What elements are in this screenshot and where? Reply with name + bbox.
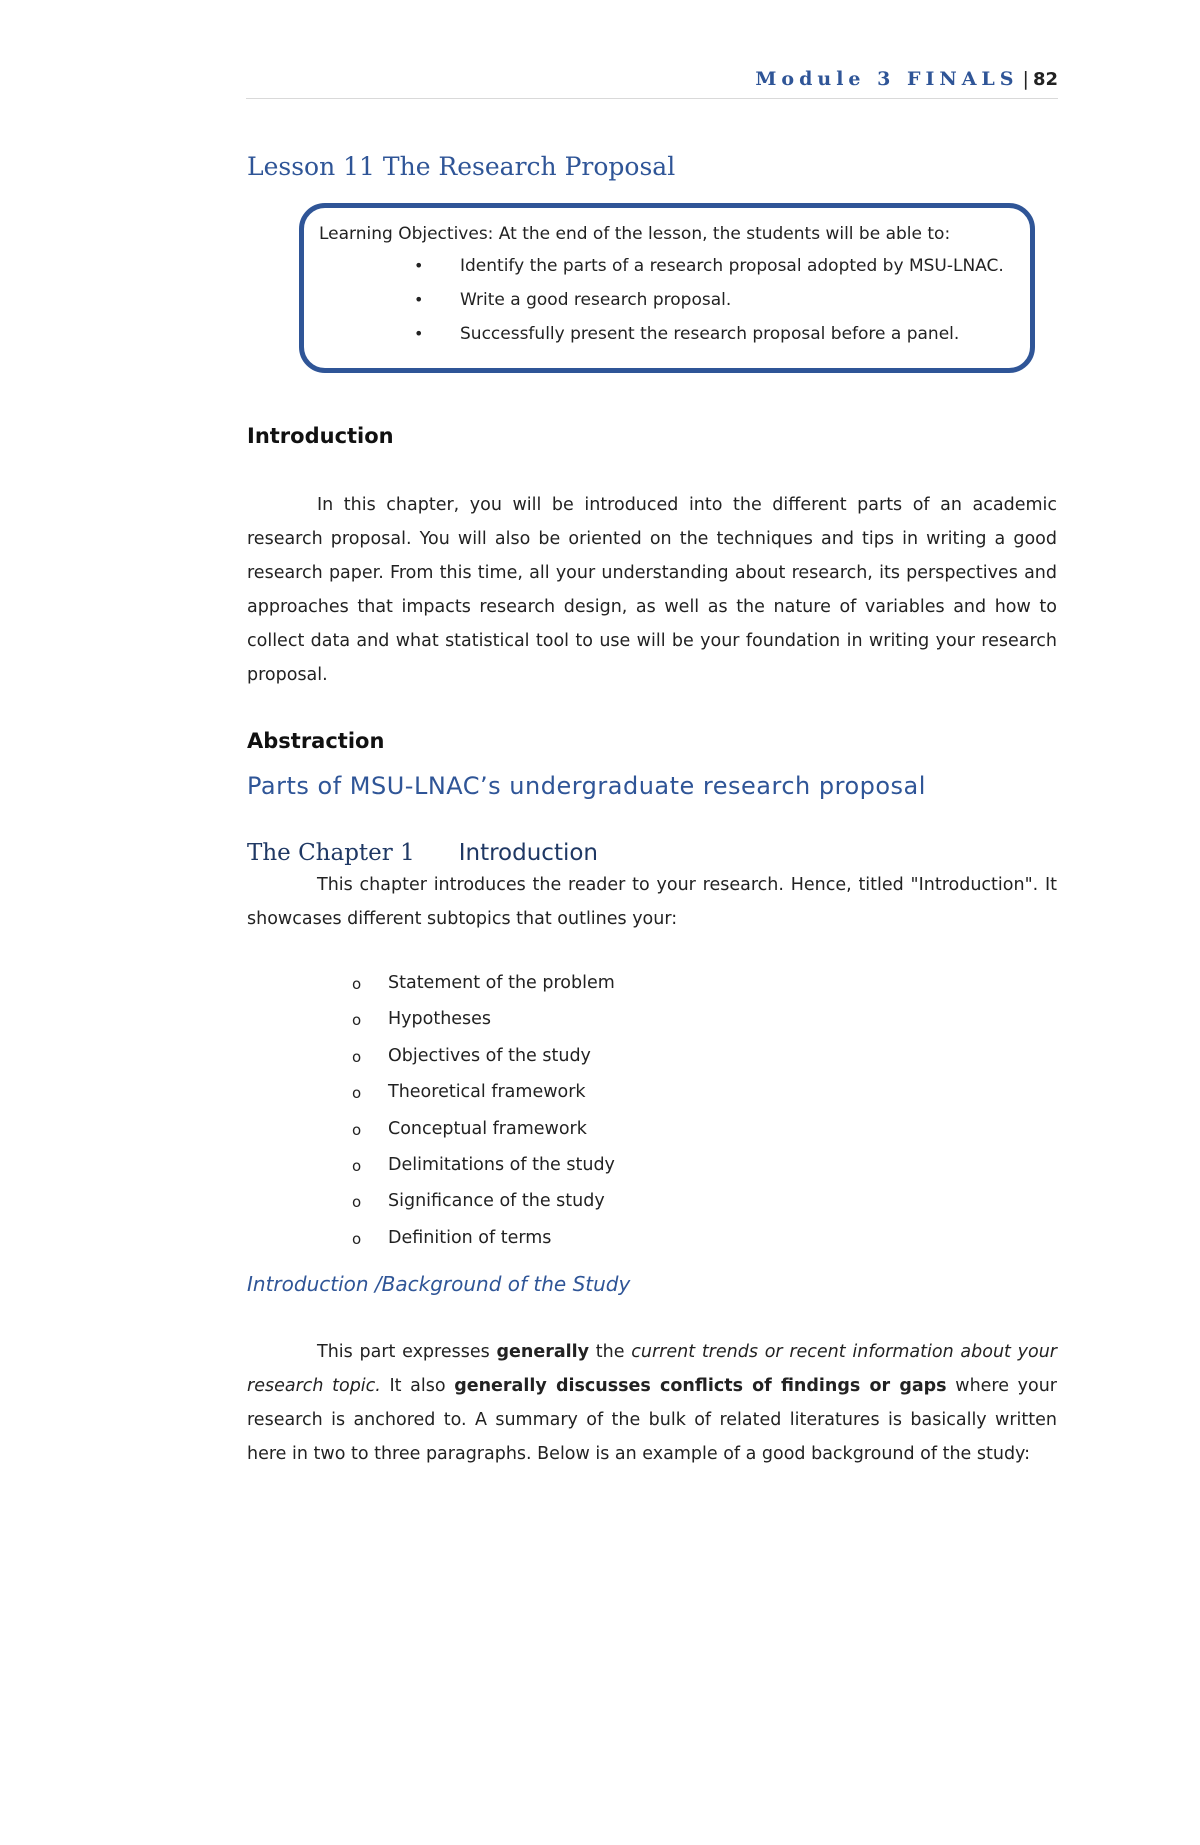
subtopic-text: Significance of the study — [388, 1191, 605, 1212]
lesson-title: Lesson 11 The Research Proposal — [247, 152, 676, 181]
italic-text: current trends or recent information about your research topic. — [247, 1342, 1057, 1396]
text-run: where your research is anchored to. A summary of the bulk of related literatures is basically written here in two to three paragraphs. Below is an example of a good background of the study: — [247, 1376, 1057, 1464]
objective-item — [304, 324, 1030, 358]
chapter-label: The Chapter 1 — [247, 840, 415, 866]
objectives-list — [304, 256, 1030, 358]
page-header — [246, 68, 1058, 99]
chapter-paragraph: This chapter introduces the reader to your research. Hence, titled "Introduction". It showcases different subtopics that outlines your: — [247, 875, 1057, 929]
objective-text: Write a good research proposal. — [460, 290, 732, 310]
circle-bullet-icon: o — [352, 1084, 362, 1103]
text-run: the — [589, 1342, 632, 1362]
subtopic-text: Delimitations of the study — [388, 1154, 615, 1175]
objective-text: Identify the parts of a research proposal adopted by MSU-LNAC. — [460, 256, 1004, 276]
parts-title: Parts of MSU-LNAC’s undergraduate research proposal — [247, 772, 926, 800]
subtopic-text: Definition of terms — [388, 1227, 552, 1248]
header-separator: | — [1022, 68, 1029, 90]
bold-text: generally — [496, 1342, 590, 1362]
circle-bullet-icon: o — [352, 1120, 362, 1139]
circle-bullet-icon: o — [352, 1047, 362, 1066]
learning-objectives-box — [299, 203, 1035, 373]
circle-bullet-icon: o — [352, 1156, 362, 1175]
bullet-icon: • — [414, 324, 424, 343]
abstraction-heading: Abstraction — [247, 729, 385, 753]
bold-text: generally discusses conflicts of findings or gaps — [454, 1376, 947, 1396]
text-run: It also — [380, 1376, 455, 1396]
subtopic-text: Hypotheses — [388, 1009, 492, 1030]
background-paragraph — [247, 1335, 1057, 1471]
subtopic-text: Theoretical framework — [388, 1082, 586, 1103]
subtopic-text: Statement of the problem — [388, 973, 615, 993]
objective-text: Successfully present the research proposal before a panel. — [460, 324, 960, 344]
introduction-paragraph: In this chapter, you will be introduced into the different parts of an academic research proposal. You will also be oriented on the techniques and tips in writing a good research paper. From this time, all your understanding about research, its perspectives and approaches that impacts research design, as well as the nature of variables and how to collect data and what statistical tool to use will be your foundation in writing your research proposal. — [247, 495, 1057, 685]
introduction-heading: Introduction — [247, 424, 394, 448]
circle-bullet-icon: o — [352, 975, 362, 993]
page-number: 82 — [1032, 69, 1058, 90]
circle-bullet-icon: o — [352, 1229, 362, 1248]
module-label: Module 3 FINALS — [755, 68, 1019, 90]
subtopic-text: Conceptual framework — [388, 1118, 587, 1139]
background-heading: Introduction /Background of the Study — [247, 1272, 631, 1296]
objective-item — [304, 256, 1030, 290]
objective-item — [304, 290, 1030, 324]
bullet-icon: • — [414, 256, 424, 275]
circle-bullet-icon: o — [352, 1011, 362, 1030]
chapter-title — [247, 840, 598, 866]
circle-bullet-icon: o — [352, 1193, 362, 1212]
objectives-intro: Learning Objectives: At the end of the lesson, the students will be able to: — [319, 224, 951, 244]
subtopic-text: Objectives of the study — [388, 1045, 591, 1066]
text-run: This part expresses — [317, 1342, 497, 1362]
chapter-name: Introduction — [458, 840, 598, 866]
bullet-icon: • — [414, 290, 424, 309]
